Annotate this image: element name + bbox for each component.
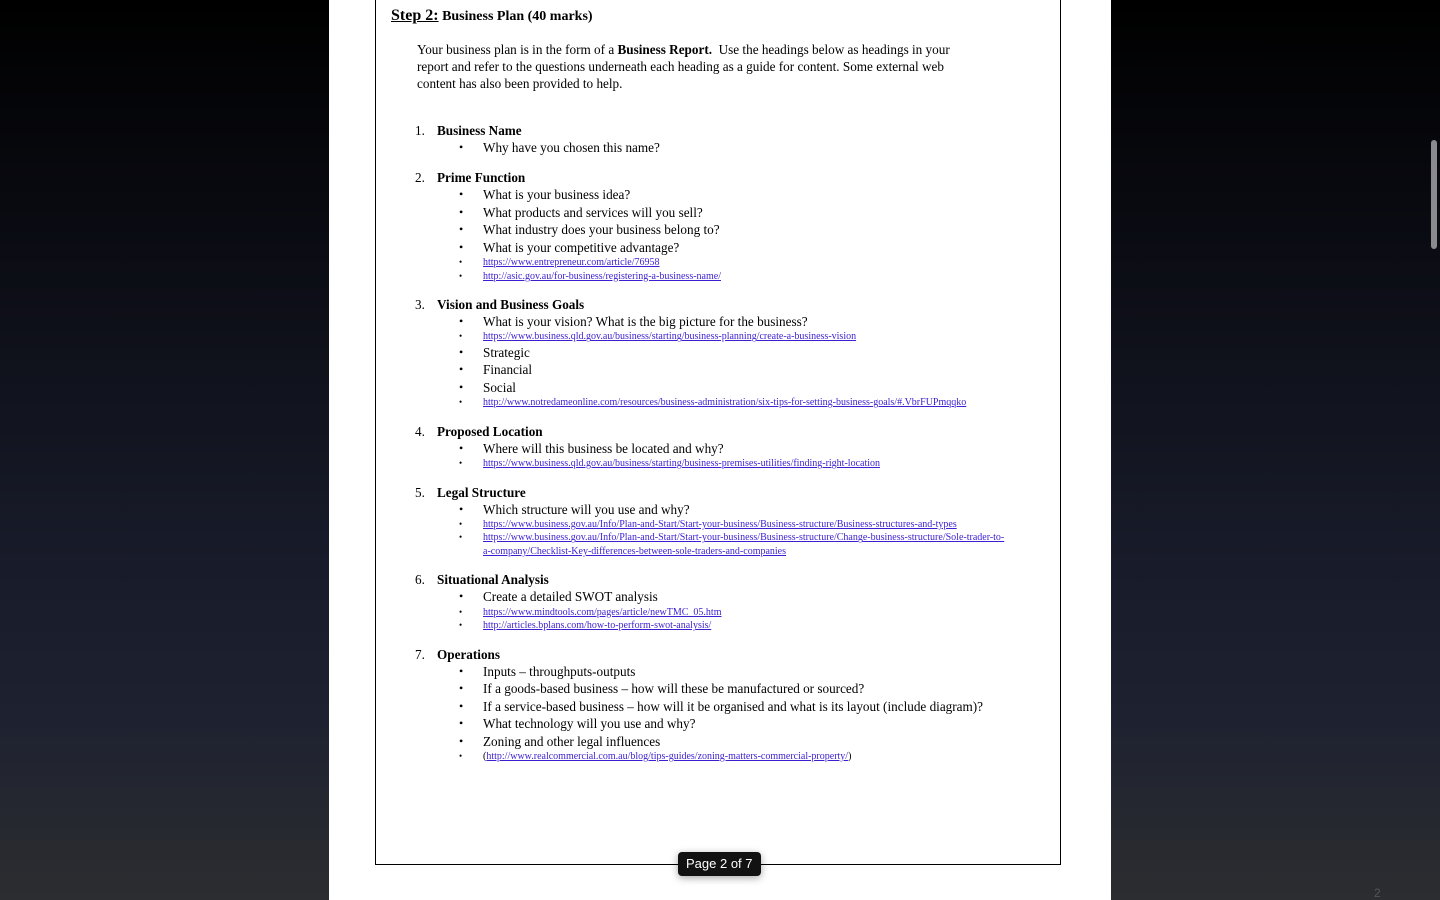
external-link[interactable]: https://www.mindtools.com/pages/article/newTMC_05.htm [483,606,722,618]
item-text: What is your competitive advantage? [483,239,680,255]
section-heading [391,169,1011,186]
item-text: Create a detailed SWOT analysis [483,589,658,605]
section-heading [391,571,1011,588]
list-item [391,239,1011,256]
list-item [391,501,1011,518]
section-heading [391,484,1011,501]
intro-paragraph [417,41,967,92]
list-item [391,379,1011,396]
step-heading [391,6,1011,27]
section-title: Proposed Location [437,423,543,439]
list-item [391,733,1011,750]
step-title: Business Plan (40 marks) [442,9,593,24]
bullet-list [391,663,1011,764]
bullet-icon: • [459,331,463,342]
list-item-link [391,270,1011,284]
bullet-icon: • [459,440,464,455]
section-number: 2. [415,170,425,186]
bullet-list [391,588,1011,632]
item-text: Financial [483,362,533,378]
external-link[interactable]: https://www.business.gov.au/Info/Plan-and-Start/Start-your-business/Business-structure/Business-structures-and-types [483,518,957,530]
external-link[interactable]: https://www.business.qld.gov.au/business/starting/business-premises-utilities/finding-right-location [483,458,881,470]
list-item-link [391,619,1011,633]
page-content [391,6,1011,776]
section-list [391,122,1011,763]
section [391,571,1011,632]
bullet-list [391,313,1011,410]
section [391,423,1011,471]
bullet-icon: • [459,458,463,469]
item-text: Inputs – throughputs-outputs [483,663,636,679]
list-item [391,698,1011,715]
list-item [391,588,1011,605]
list-item [391,715,1011,732]
item-text: If a goods-based business – how will these be manufactured or sourced? [483,681,865,697]
bullet-icon: • [459,716,464,731]
list-item [391,344,1011,361]
item-text: Zoning and other legal influences [483,733,661,749]
item-text: Strategic [483,344,530,360]
list-item [391,361,1011,378]
bullet-icon: • [459,589,464,604]
open-paren: ( [483,750,487,762]
bullet-icon: • [459,620,463,631]
document-page [329,0,1381,900]
bullet-icon: • [459,187,464,202]
external-link[interactable]: https://www.business.qld.gov.au/business/starting/business-planning/create-a-business-vision [483,331,857,343]
bullet-icon: • [459,698,464,713]
list-item [391,680,1011,697]
list-item [391,204,1011,221]
external-link[interactable]: http://www.realcommercial.com.au/blog/tips-guides/zoning-matters-commercial-property/ [486,750,849,762]
section-heading [391,646,1011,663]
item-text: Which structure will you use and why? [483,501,690,517]
external-link[interactable]: http://articles.bplans.com/how-to-perform-swot-analysis/ [483,620,712,632]
external-link[interactable]: https://www.entrepreneur.com/article/76958 [483,257,660,269]
bullet-icon: • [459,257,463,268]
item-text: Why have you chosen this name? [483,140,660,155]
bullet-icon: • [459,270,463,281]
section-heading [391,423,1011,440]
bullet-icon: • [459,140,464,154]
section [391,169,1011,283]
list-item-link [391,330,1011,344]
item-text: If a service-based business – how will it be organised and what is its layout (include diagram)? [483,698,984,714]
section-heading [391,296,1011,313]
list-item-link [391,531,1011,558]
bullet-icon: • [459,239,464,254]
list-item [391,440,1011,457]
bullet-icon: • [459,518,463,529]
bullet-icon: • [459,606,463,617]
list-item [391,139,1011,156]
bullet-list [391,186,1011,283]
bullet-icon: • [459,397,463,408]
item-text: What products and services will you sell? [483,204,703,220]
section-number: 4. [415,423,425,439]
list-item [391,186,1011,203]
step-label: Step 2: [391,7,439,24]
item-text: What industry does your business belong to? [483,222,720,238]
bullet-icon: • [459,750,463,761]
list-item-link [391,606,1011,620]
vertical-scrollbar-thumb[interactable] [1431,140,1437,249]
section-title: Prime Function [437,170,526,186]
list-item [391,663,1011,680]
intro-text-start: Your business plan is in the form of a [417,42,618,57]
page-footer-number: 2 [1374,886,1381,900]
section-number: 7. [415,646,425,662]
item-text: What technology will you use and why? [483,716,696,732]
section-number: 1. [415,123,425,138]
list-item-link [391,457,1011,471]
list-item-link [391,256,1011,270]
section-number: 3. [415,297,425,313]
intro-text-end: Use the headings below as headings in your report and refer to the questions underneath each heading as a guide for content. Some external web content has also been provided to help. [417,42,954,91]
item-text: What is your vision? What is the big picture for the business? [483,314,808,330]
list-item [391,221,1011,238]
external-link[interactable]: http://asic.gov.au/for-business/registering-a-business-name/ [483,270,721,282]
section-title: Situational Analysis [437,572,549,588]
bullet-icon: • [459,379,464,394]
bullet-icon: • [459,344,464,359]
bullet-list [391,501,1011,559]
list-item-link [391,396,1011,410]
page-indicator-tooltip: Page 2 of 7 [678,852,761,876]
bullet-icon: • [459,532,463,543]
bullet-icon: • [459,204,464,219]
bullet-icon: • [459,663,464,678]
section-number: 6. [415,572,425,588]
section-title: Legal Structure [437,484,526,500]
external-link[interactable]: https://www.business.gov.au/Info/Plan-and-Start/Start-your-business/Business-structure/Change-business-structure/Sole-trader-to-a-company/Checklist-Key-differences-between-sole-traders-and-companies [483,532,1005,557]
section [391,122,1011,156]
item-text: Where will this business be located and why? [483,440,724,456]
section [391,296,1011,410]
section-number: 5. [415,484,425,500]
bullet-icon: • [459,681,464,696]
section-title: Business Name [437,123,522,138]
section-title: Vision and Business Goals [437,297,585,313]
bullet-list [391,440,1011,471]
close-paren: ) [848,750,852,762]
list-item [391,313,1011,330]
bullet-icon: • [459,222,464,237]
bullet-list [391,139,1011,156]
section-title: Operations [437,646,501,662]
bullet-icon: • [459,501,464,516]
list-item-link [391,750,1011,764]
item-text: Social [483,379,516,395]
bullet-icon: • [459,314,464,329]
list-item-link [391,518,1011,532]
section [391,646,1011,764]
section-heading [391,122,1011,139]
external-link[interactable]: http://www.notredameonline.com/resources/business-administration/six-tips-for-setting-business-goals/#.VbrFUPmqqko [483,397,967,409]
section [391,484,1011,559]
bullet-icon: • [459,733,464,748]
intro-bold-text: Business Report. [617,42,713,57]
item-text: What is your business idea? [483,187,631,203]
bullet-icon: • [459,362,464,377]
